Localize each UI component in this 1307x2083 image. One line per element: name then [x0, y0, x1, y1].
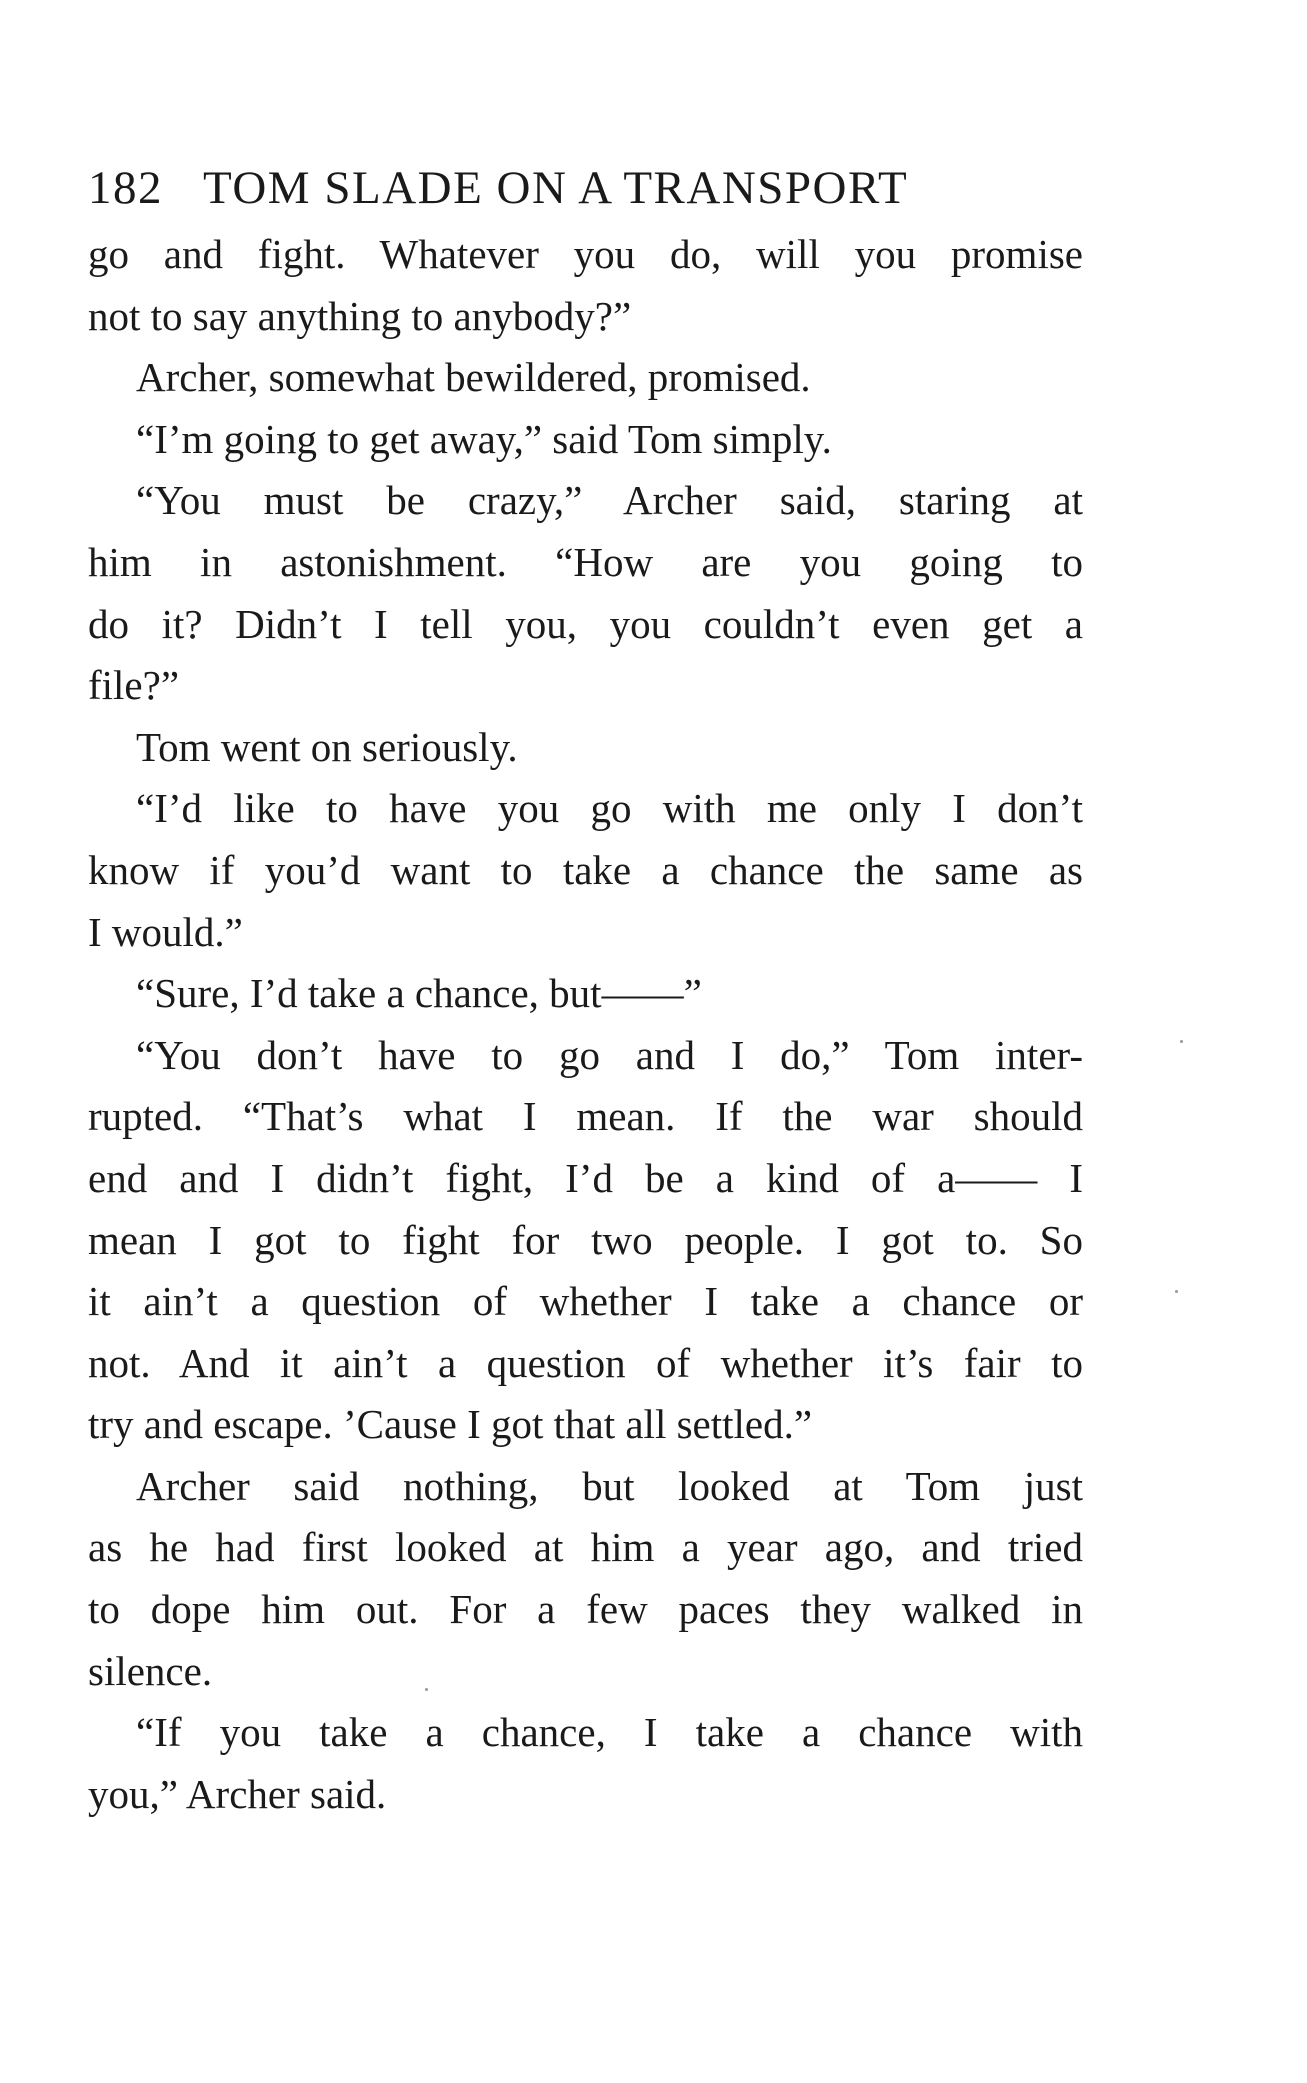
text-line: “You must be crazy,” Archer said, staring at [136, 477, 1083, 524]
text-line: as he had first looked at him a year ago, and tried [88, 1524, 1083, 1571]
text-line: Archer said nothing, but looked at Tom just [136, 1462, 1083, 1509]
text-line: rupted. “That’s what I mean. If the war should [88, 1093, 1083, 1140]
text-line: silence. [88, 1647, 213, 1694]
text-line: him in astonishment. “How are you going to [88, 538, 1083, 585]
running-title: TOM SLADE ON A TRANSPORT [203, 162, 909, 214]
paragraph [88, 409, 1083, 471]
text-line: not to say anything to anybody?” [88, 292, 632, 339]
paragraph [88, 963, 1083, 1025]
text-line: do it? Didn’t I tell you, you couldn’t even get a [88, 600, 1083, 647]
paragraph [88, 1702, 1083, 1825]
text-line: mean I got to fight for two people. I got to. So [88, 1216, 1083, 1263]
text-line: “I’d like to have you go with me only I don’t [136, 785, 1083, 832]
text-line: know if you’d want to take a chance the same as [88, 846, 1083, 893]
paragraph [88, 1025, 1083, 1456]
text-line: file?” [88, 662, 180, 709]
paragraph [88, 224, 1083, 347]
text-line: go and fight. Whatever you do, will you promise [88, 231, 1083, 277]
text-line: you,” Archer said. [88, 1770, 387, 1817]
text-line: Tom went on seriously. [136, 723, 518, 770]
paper-speck [1175, 1290, 1178, 1293]
text-line: “You don’t have to go and I do,” Tom inter- [136, 1031, 1083, 1078]
running-head [88, 158, 1083, 218]
text-line: “Sure, I’d take a chance, but——” [136, 970, 702, 1017]
text-line: not. And it ain’t a question of whether it’s fair to [88, 1339, 1083, 1386]
page-number: 182 [88, 162, 163, 214]
paragraph [88, 347, 1083, 409]
paper-speck [425, 1688, 428, 1691]
text-line: “I’m going to get away,” said Tom simply. [136, 415, 832, 462]
book-page [88, 158, 1083, 1825]
text-line: Archer, somewhat bewildered, promised. [136, 354, 811, 401]
paragraph [88, 1456, 1083, 1702]
text-line: try and escape. ’Cause I got that all settled.” [88, 1401, 813, 1448]
text-line: “If you take a chance, I take a chance with [136, 1709, 1083, 1756]
paragraph [88, 717, 1083, 779]
paper-speck [1180, 1040, 1183, 1043]
text-line: to dope him out. For a few paces they walked in [88, 1586, 1083, 1633]
text-line: I would.” [88, 908, 243, 955]
text-line: end and I didn’t fight, I’d be a kind of a—— I [88, 1154, 1083, 1201]
text-line: it ain’t a question of whether I take a chance or [88, 1278, 1083, 1325]
body-text [88, 224, 1083, 1825]
paragraph [88, 470, 1083, 716]
paragraph [88, 778, 1083, 963]
